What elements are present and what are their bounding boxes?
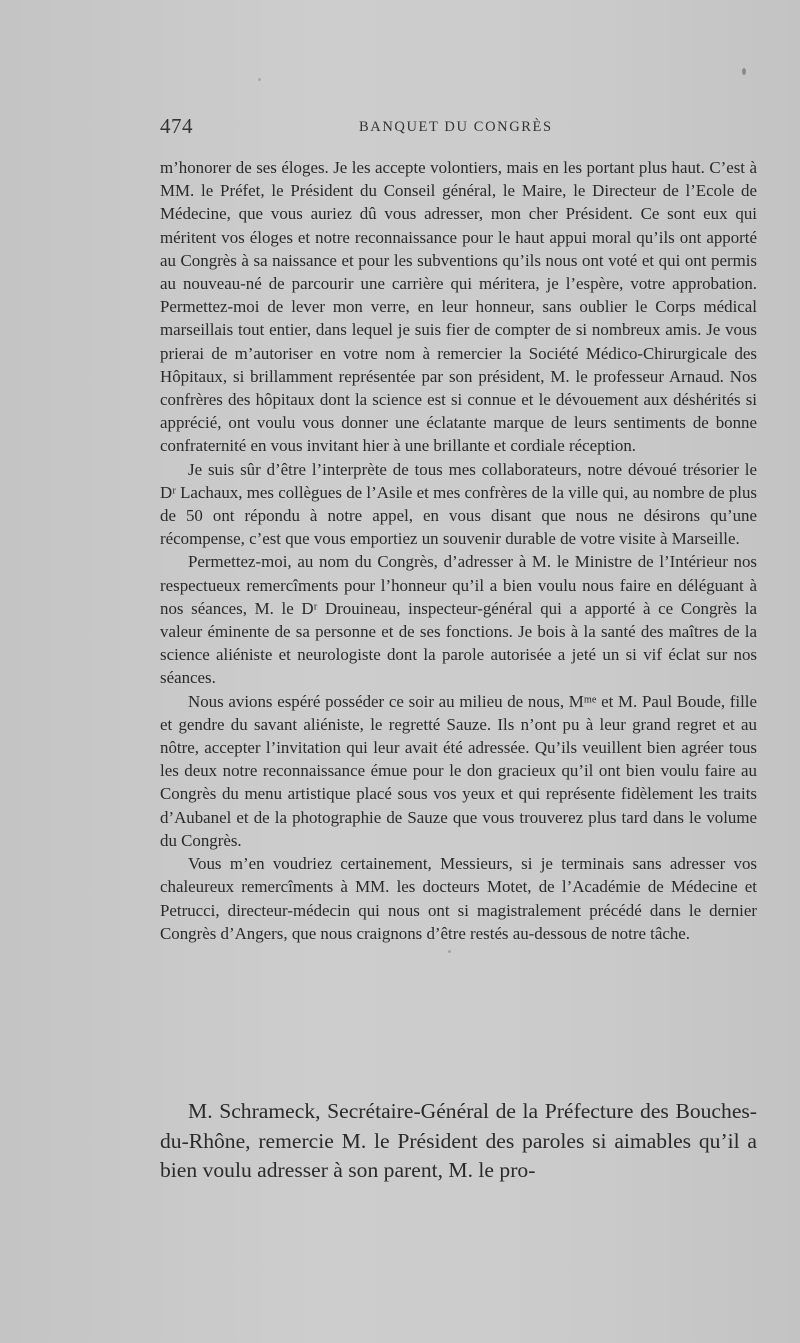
page-number: 474 (160, 114, 193, 138)
paragraph: m’honorer de ses éloges. Je les accepte volontiers, mais en les portant plus haut. C’est à MM. le Préfet, le Président du Conseil général, le Maire, le Directeur de l’Ecole de Médecine, que vous auriez dû vous adresser, mon cher Président. Ce sont eux qui méritent vos éloges et notre reconnaissance pour le haut appui moral qu’ils ont apporté au Congrès à sa naissance et pour les subventions qu’ils nous ont voté et qui ont permis au nouveau-né de parcourir une carrière qui méritera, je l’espère, votre approbation. Permettez-moi de lever mon verre, en leur honneur, sans oublier le Corps médical marseillais tout entier, dans lequel je suis fier de compter de si nombreux amis. Je vous prierai de m’autoriser en votre nom à remercier la Société Médico-Chirurgicale des Hôpitaux, si brillamment représentée par son président, M. le professeur Arnaud. Nos confrères des hôpitaux dont la science est si connue et le dévouement aux déshérités si apprécié, ont voulu vous donner une éclatante marque de leurs sentiments de bonne confraternité en vous invitant hier à une brillante et cordiale réception. (160, 158, 757, 456)
closing-paragraph: M. Schrameck, Secrétaire-Général de la Préfecture des Bouches-du-Rhône, remercie M. le Président des paroles si aimables qu’il a bien voulu adresser à son parent, M. le pro- (160, 1099, 757, 1182)
paper-speck (258, 78, 261, 81)
body-text (160, 156, 757, 945)
page-header (156, 112, 756, 142)
paragraph: Je suis sûr d’être l’interprète de tous mes collaborateurs, notre dévoué trésorier le Dʳ Lachaux, mes collègues de l’Asile et mes confrères de la ville qui, au nombre de plus de 50 ont répondu à notre appel, en vous disant que nous ne désirons qu’une récompense, c’est que vous emportiez un souvenir durable de votre visite à Marseille. (160, 459, 757, 549)
paragraph: Permettez-moi, au nom du Congrès, d’adresser à M. le Ministre de l’Intérieur nos respectueux remercîments pour l’honneur qu’il a bien voulu nous faire en déléguant à nos séances, M. le Dʳ Drouineau, inspecteur-général qui a apporté à ce Congrès la valeur éminente de sa personne et de ses fonctions. Je bois à la santé des maîtres de la science aliéniste et neurologiste dont la parole autorisée a jeté un si vif éclat sur nos séances. (160, 552, 757, 688)
paragraph: Nous avions espéré posséder ce soir au milieu de nous, Mᵐᵉ et M. Paul Boude, fille et gendre du savant aliéniste, le regretté Sauze. Ils n’ont pu à leur grand regret et au nôtre, accepter l’invitation qui leur avait été adressée. Qu’ils veuillent bien agréer tous les deux notre reconnaissance émue pour le don gracieux qu’il ont bien voulu faire au Congrès du menu artistique placé sous vos yeux et qui représente fidèlement les traits d’Aubanel et de la photographie de Sauze que vous trouverez plus tard dans le volume du Congrès. (160, 691, 757, 850)
closing-section (160, 1097, 757, 1186)
paragraph: Vous m’en voudriez certainement, Messieurs, si je terminais sans adresser vos chaleureux remercîments à MM. les docteurs Motet, de l’Académie de Médecine et Petrucci, directeur-médecin qui nous ont si magistralement précédé dans le dernier Congrès d’Angers, que nous craignons d’être restés au-dessous de notre tâche. (160, 854, 757, 943)
running-head: BANQUET DU CONGRÈS (359, 119, 553, 135)
paper-speck (448, 950, 451, 953)
paper-speck (742, 68, 746, 75)
